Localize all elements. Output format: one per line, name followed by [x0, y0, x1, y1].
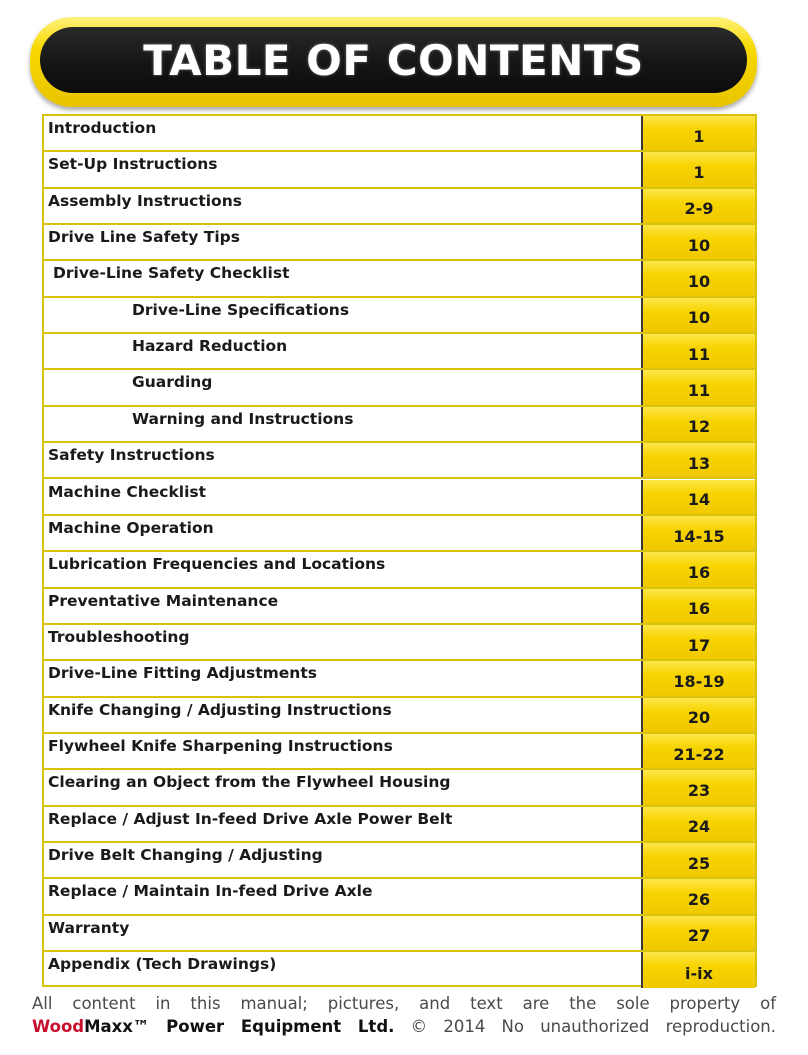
toc-row[interactable]: [44, 661, 755, 697]
toc-page-number: 16: [687, 599, 711, 619]
toc-entry-title: Drive Belt Changing / Adjusting: [48, 846, 323, 864]
toc-page-cell: [641, 807, 755, 841]
toc-page-cell: [641, 698, 755, 732]
toc-entry-title: Machine Operation: [48, 518, 214, 537]
toc-page-number: 24: [687, 817, 711, 837]
toc-page-number: 10: [687, 235, 711, 255]
toc-page-number: 10: [687, 272, 711, 292]
toc-page-cell: [641, 152, 755, 186]
toc-page-cell: [641, 407, 755, 441]
toc-row[interactable]: [44, 625, 755, 661]
toc-entry-title: Warning and Instructions: [132, 409, 354, 428]
toc-row[interactable]: [44, 734, 755, 770]
toc-page-number: 27: [687, 926, 711, 946]
toc-page-cell: [641, 116, 755, 150]
toc-page-cell: [641, 589, 755, 623]
toc-row[interactable]: [44, 552, 755, 588]
toc-page-number: 25: [687, 853, 711, 873]
toc-row[interactable]: [44, 261, 755, 297]
toc-entry-title: Preventative Maintenance: [48, 591, 279, 610]
toc-page-number: 26: [687, 890, 711, 910]
toc-entry-title: Introduction: [48, 119, 157, 137]
toc-page-cell: [641, 916, 755, 950]
toc-row[interactable]: [44, 770, 755, 806]
toc-page-number: 1: [693, 163, 705, 183]
toc-page-cell: [641, 516, 755, 550]
toc-entry-title: Drive-Line Safety Checklist: [53, 264, 290, 283]
toc-row[interactable]: [44, 480, 755, 516]
toc-row[interactable]: [44, 516, 755, 552]
toc-row[interactable]: [44, 116, 755, 152]
toc-page-cell: [641, 225, 755, 259]
toc-page-cell: [641, 625, 755, 659]
toc-page-number: i-ix: [685, 963, 713, 983]
toc-page-cell: [641, 552, 755, 586]
toc-entry-title: Warranty: [48, 918, 130, 937]
toc-page-number: 11: [687, 381, 711, 401]
toc-page-number: 21-22: [673, 744, 725, 764]
toc-page-cell: [641, 843, 755, 877]
toc-entry-title: Drive Line Safety Tips: [48, 228, 240, 247]
brand-name-wood: Wood: [32, 1017, 85, 1036]
title-banner: [30, 17, 757, 107]
toc-entry-title: Troubleshooting: [48, 627, 190, 646]
toc-row[interactable]: [44, 298, 755, 334]
copyright-footer: [32, 992, 776, 1038]
table-of-contents: [42, 114, 757, 987]
toc-page-number: 14: [687, 490, 711, 510]
toc-page-cell: [641, 189, 755, 223]
footer-copyright: © 2014 No unauthorized reproduction.: [410, 1017, 776, 1036]
toc-entry-title: Drive-Line Fitting Adjustments: [48, 664, 317, 683]
toc-row[interactable]: [44, 879, 755, 915]
toc-entry-title: Appendix (Tech Drawings): [48, 955, 277, 974]
toc-page-cell: [641, 770, 755, 804]
toc-row[interactable]: [44, 589, 755, 625]
page-title: TABLE OF CONTENTS: [143, 35, 644, 85]
toc-page-cell: [641, 734, 755, 768]
toc-entry-title: Lubrication Frequencies and Locations: [48, 555, 386, 574]
toc-page-number: 2-9: [684, 199, 714, 219]
toc-page-cell: [641, 443, 755, 477]
toc-entry-title: Clearing an Object from the Flywheel Housing: [48, 773, 451, 792]
toc-page-number: 23: [687, 780, 711, 800]
toc-row[interactable]: [44, 225, 755, 261]
toc-row[interactable]: [44, 334, 755, 370]
toc-row[interactable]: [44, 916, 755, 952]
toc-entry-title: Knife Changing / Adjusting Instructions: [48, 700, 392, 719]
toc-row[interactable]: [44, 952, 755, 988]
toc-page-cell: [641, 370, 755, 404]
toc-row[interactable]: [44, 443, 755, 479]
toc-row[interactable]: [44, 807, 755, 843]
toc-entry-title: Set-Up Instructions: [48, 155, 218, 174]
toc-page-number: 18-19: [673, 671, 725, 691]
toc-page-cell: [641, 879, 755, 913]
toc-page-number: 12: [687, 417, 711, 437]
toc-row[interactable]: [44, 843, 755, 879]
toc-page-cell: [641, 261, 755, 295]
toc-entry-title: Hazard Reduction: [132, 337, 288, 356]
toc-entry-title: Machine Checklist: [48, 482, 207, 501]
toc-entry-title: Drive-Line Specifications: [132, 300, 350, 319]
toc-page-cell: [641, 952, 755, 988]
toc-entry-title: Assembly Instructions: [48, 191, 242, 210]
toc-page-cell: [641, 480, 755, 514]
brand-name-maxx: Maxx™ Power Equipment Ltd.: [84, 1017, 395, 1036]
toc-entry-title: Flywheel Knife Sharpening Instructions: [48, 736, 393, 755]
toc-page-number: 20: [687, 708, 711, 728]
toc-page-number: 11: [687, 344, 711, 364]
title-banner-inner: [40, 27, 747, 93]
toc-page-number: 1: [693, 126, 705, 146]
footer-line-1: All content in this manual; pictures, and text are the sole property of: [32, 994, 776, 1013]
toc-page-cell: [641, 661, 755, 695]
toc-row[interactable]: [44, 407, 755, 443]
toc-page-number: 14-15: [673, 526, 725, 546]
toc-page-number: 13: [687, 453, 711, 473]
toc-page-number: 10: [687, 308, 711, 328]
toc-page-cell: [641, 298, 755, 332]
toc-entry-title: Replace / Maintain In-feed Drive Axle: [48, 882, 373, 901]
toc-page-number: 16: [687, 562, 711, 582]
toc-row[interactable]: [44, 698, 755, 734]
toc-entry-title: Guarding: [132, 373, 213, 392]
toc-entry-title: Replace / Adjust In-feed Drive Axle Power Belt: [48, 809, 453, 828]
toc-row[interactable]: [44, 152, 755, 188]
toc-page-number: 17: [687, 635, 711, 655]
toc-row[interactable]: [44, 370, 755, 406]
toc-page-cell: [641, 334, 755, 368]
toc-row[interactable]: [44, 189, 755, 225]
toc-entry-title: Safety Instructions: [48, 446, 215, 465]
